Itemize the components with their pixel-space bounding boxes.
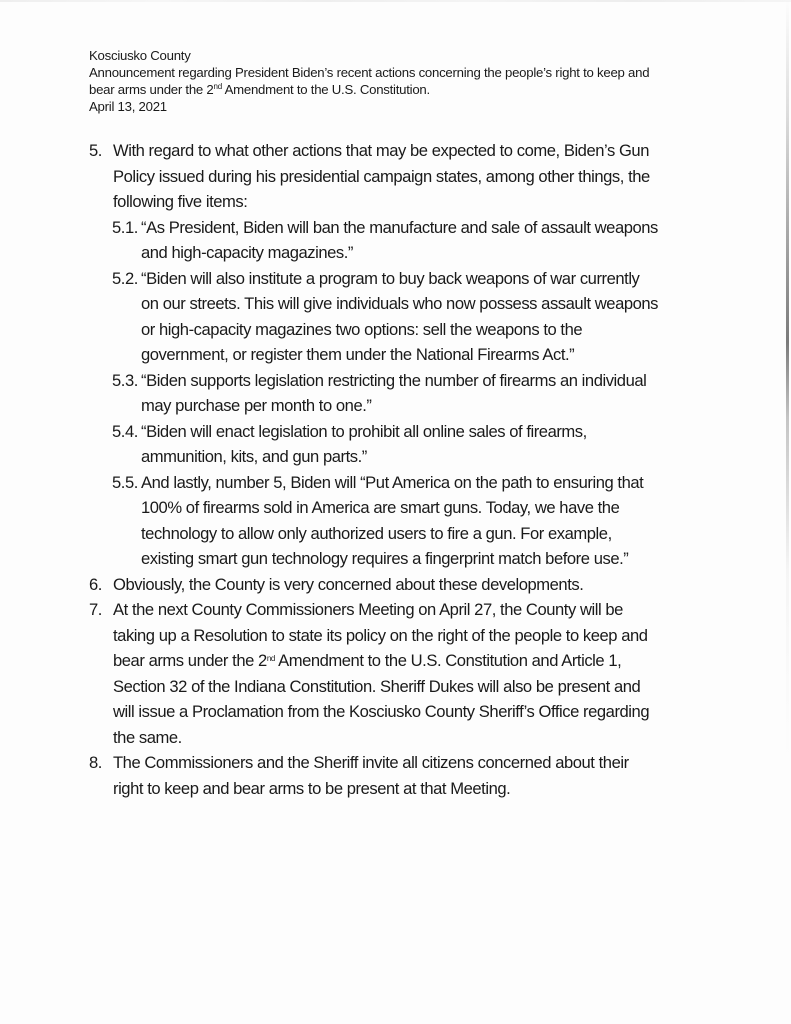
- list-subitem-5-2: 5.2. “Biden will also institute a program to buy back weapons of war currently on our streets. This will give individuals who now possess assault weapons or high-capacity magazines two options: sell the weapons to the government, or register them under the National Firearms Act.”: [89, 266, 729, 368]
- list-subitem-5-4: 5.4. “Biden will enact legislation to prohibit all online sales of firearms, ammunition, kits, and gun parts.”: [89, 419, 729, 470]
- scan-artifact-right-edge: [786, 0, 789, 760]
- subject-line-1: Announcement regarding President Biden’s recent actions concerning the people’s right to keep and: [89, 65, 650, 80]
- scan-artifact-top: [0, 0, 791, 2]
- list-item-7: 7. At the next County Commissioners Meeting on April 27, the County will be taking up a Resolution to state its policy on the right of the people to keep and bear arms under the 2nd Amendment to the U.S. Constitution and Article 1, Section 32 of the Indiana Constitution. Sheriff Dukes will also be present and will issue a Proclamation from the Kosciusko County Sheriff’s Office regarding the same.: [89, 597, 729, 750]
- document-header: [89, 47, 729, 115]
- document-body: [89, 138, 729, 801]
- item-number: 7.: [89, 600, 102, 619]
- subitem-number: 5.5.: [112, 472, 138, 492]
- item-number: 5.: [89, 141, 102, 160]
- list-item-6: 6. Obviously, the County is very concerned about these developments.: [89, 572, 729, 598]
- list-subitem-5-5: 5.5. And lastly, number 5, Biden will “Put America on the path to ensuring that 100% of firearms sold in America are smart guns. Today, we have the technology to allow only authorized users to fire a gun. For example, existing smart gun technology requires a fingerprint match before use.”: [89, 470, 729, 572]
- subject-line-2: bear arms under the 2nd Amendment to the U.S. Constitution.: [89, 82, 430, 97]
- list-item-8: 8. The Commissioners and the Sheriff invite all citizens concerned about their right to keep and bear arms to be present at that Meeting.: [89, 750, 729, 801]
- list-subitem-5-1: 5.1. “As President, Biden will ban the manufacture and sale of assault weapons and high-capacity magazines.”: [89, 215, 729, 266]
- item-number: 8.: [89, 753, 102, 772]
- subitem-number: 5.3.: [112, 370, 138, 390]
- subitem-number: 5.2.: [112, 268, 138, 288]
- subitem-number: 5.4.: [112, 421, 138, 441]
- document-date: April 13, 2021: [89, 99, 167, 114]
- list-item-5: 5. With regard to what other actions that may be expected to come, Biden’s Gun Policy issued during his presidential campaign states, among other things, the following five items:: [89, 138, 729, 215]
- list-subitem-5-3: 5.3. “Biden supports legislation restricting the number of firearms an individual may purchase per month to one.”: [89, 368, 729, 419]
- organization-name: Kosciusko County: [89, 48, 191, 63]
- subitem-number: 5.1.: [112, 217, 138, 237]
- item-number: 6.: [89, 574, 102, 594]
